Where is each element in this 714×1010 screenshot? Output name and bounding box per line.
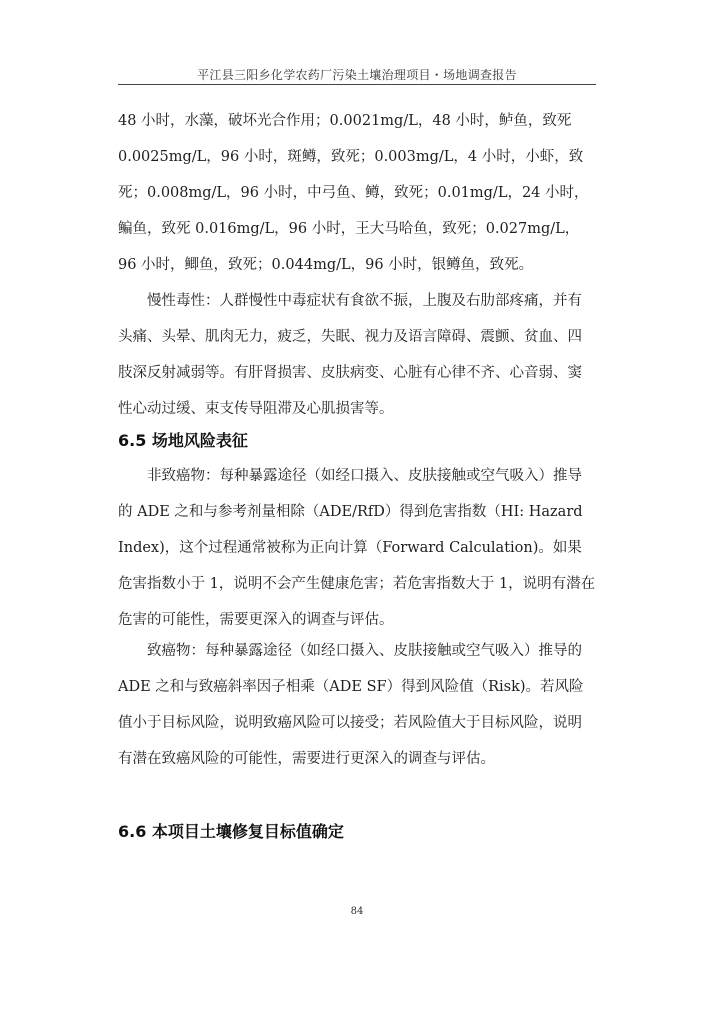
running-header: 平江县三阳乡化学农药厂污染土壤治理项目・场地调查报告 [197, 68, 517, 82]
header-rule [118, 84, 596, 85]
section-heading-6-6: 6.6 本项目土壤修复目标值确定 [118, 822, 344, 841]
page-number: 84 [350, 906, 364, 917]
toxicity-paragraph: 48 小时，水藻，破坏光合作用；0.0021mg/L，48 小时，鲈鱼，致死 0.0025mg/L，96 小时，斑鳟，致死；0.003mg/L，4 小时，小虾，致死；0.008mg/L，96 小时，中弓鱼、鳟，致死；0.01mg/L，24 小时，鳊鱼，致死 0.016mg/L，96 小时，王大马哈鱼，致死；0.027mg/L，96 小时，鲫鱼，致死；0.044mg/L，96 小时，银鳟鱼，致死。 [118, 113, 589, 273]
non-carcinogen-paragraph: 非致癌物：每种暴露途径（如经口摄入、皮肤接触或空气吸入）推导的 ADE 之和与参考剂量相除（ADE/RfD）得到危害指数（HI: Hazard Index)，这个过程通常被称为正向计算（Forward Calculation)。如果危害指数小于 1，说明不会产生健康危害；若危害指数大于 1，说明有潜在危害的可能性，需要更深入的调查与评估。 [118, 468, 596, 628]
chronic-toxicity-paragraph: 慢性毒性：人群慢性中毒症状有食欲不振，上腹及右肋部疼痛，并有头痛、头晕、肌肉无力，疲乏，失眠、视力及语言障碍、震颤、贫血、四肢深反射减弱等。有肝肾损害、皮肤病变、心脏有心律不齐、心音弱、窦性心动过缓、束支传导阻滞及心肌损害等。 [118, 293, 582, 417]
section-heading-6-5: 6.5 场地风险表征 [118, 431, 248, 450]
carcinogen-paragraph: 致癌物：每种暴露途径（如经口摄入、皮肤接触或空气吸入）推导的 ADE 之和与致癌斜率因子相乘（ADE SF）得到风险值（Risk)。若风险值小于目标风险，说明致癌风险可以接受；若风险值大于目标风险，说明有潜在致癌风险的可能性，需要进行更深入的调查与评估。 [118, 643, 584, 767]
